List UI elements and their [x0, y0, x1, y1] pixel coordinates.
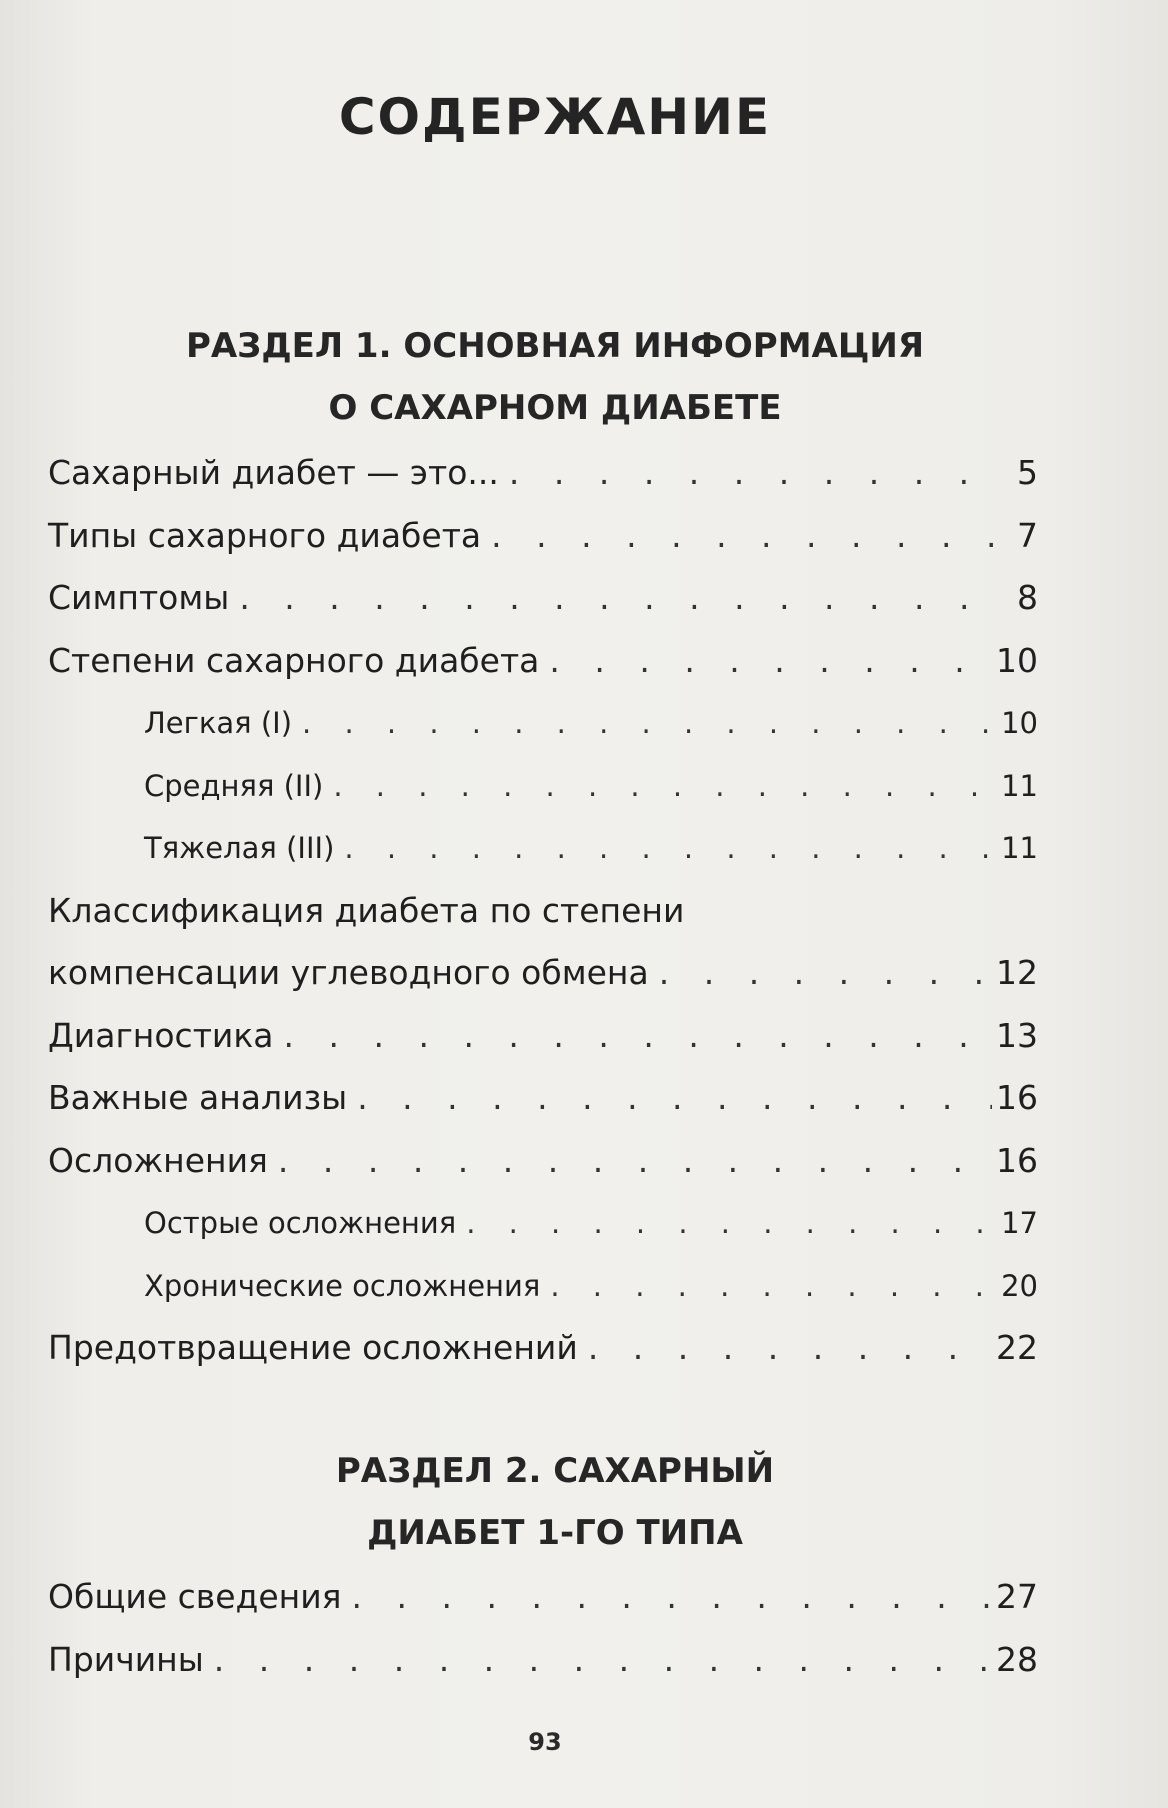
dot-leader [549, 630, 992, 693]
toc-entry-label: Общие сведения [48, 1577, 342, 1616]
toc-subentry [48, 755, 1038, 818]
toc-entry [48, 1067, 1038, 1130]
dot-leader [284, 1005, 992, 1068]
toc-entry-label: Типы сахарного диабета [48, 515, 482, 555]
dot-leader [491, 505, 998, 568]
toc-entry-page: 10 [996, 640, 1038, 680]
toc-entry [48, 942, 1038, 1005]
toc-entry-page: 17 [1001, 1206, 1038, 1240]
toc-entry-label: Легкая (I) [144, 706, 293, 740]
dot-leader [588, 1317, 992, 1380]
toc-entry [48, 1130, 1038, 1193]
dot-leader [550, 1255, 997, 1318]
toc-entry-label-line-1: Классификация диабета по степени [48, 890, 685, 930]
page-title: СОДЕРЖАНИЕ [338, 88, 772, 146]
toc-entry-page: 7 [1017, 515, 1038, 555]
section-1-heading [0, 315, 1110, 439]
section-2-toc [48, 1566, 1038, 1691]
section-2-heading [0, 1440, 1110, 1564]
toc-entry [48, 442, 1038, 505]
toc-entry-label: Степени сахарного диабета [48, 640, 540, 680]
section-1-toc [48, 442, 1038, 1380]
dot-leader [352, 1566, 992, 1629]
dot-leader [278, 1130, 992, 1193]
toc-entry [48, 505, 1038, 568]
toc-entry-label: Хронические осложнения [144, 1268, 541, 1303]
toc-entry [48, 1005, 1038, 1068]
dot-leader [333, 755, 997, 818]
toc-entry-page: 11 [1001, 831, 1038, 865]
page-number: 93 [528, 1728, 562, 1756]
dot-leader [239, 567, 998, 630]
toc-entry [48, 1317, 1038, 1380]
toc-entry-label: Диагностика [48, 1015, 274, 1055]
toc-entry [48, 1566, 1038, 1629]
toc-entry-label: Предотвращение осложнений [48, 1328, 578, 1367]
toc-entry-label: Тяжелая (III) [144, 831, 335, 865]
toc-entry-page: 27 [996, 1577, 1038, 1616]
dot-leader [357, 1067, 992, 1130]
toc-subentry [48, 692, 1038, 755]
toc-entry-label: Средняя (II) [144, 768, 324, 803]
toc-entry-label: Острые осложнения [144, 1206, 457, 1240]
section-2-heading-line-2: ДИАБЕТ 1-ГО ТИПА [367, 1513, 743, 1553]
toc-entry-page: 11 [1001, 768, 1038, 803]
dot-leader [659, 942, 992, 1005]
toc-entry-label: Осложнения [48, 1140, 268, 1180]
dot-leader [509, 442, 998, 505]
dot-leader [214, 1629, 992, 1692]
toc-entry-label: компенсации углеводного обмена [48, 953, 649, 992]
toc-entry-page: 12 [996, 953, 1038, 992]
section-1-heading-line-1: РАЗДЕЛ 1. ОСНОВНАЯ ИНФОРМАЦИЯ [185, 326, 925, 366]
dot-leader [344, 817, 997, 880]
dot-leader [466, 1192, 997, 1255]
toc-entry-label: Важные анализы [48, 1078, 348, 1117]
toc-entry [48, 1629, 1038, 1692]
toc-entry [48, 567, 1038, 630]
dot-leader [302, 692, 997, 755]
section-1-heading-line-2: О САХАРНОМ ДИАБЕТЕ [328, 388, 782, 428]
toc-entry-label: Сахарный диабет — это... [48, 453, 499, 492]
toc-entry-label: Причины [48, 1639, 204, 1679]
toc-entry [48, 630, 1038, 693]
toc-subentry [48, 1192, 1038, 1255]
toc-entry-page: 16 [996, 1078, 1038, 1117]
section-2-heading-line-1: РАЗДЕЛ 2. САХАРНЫЙ [335, 1451, 775, 1491]
toc-entry-page: 13 [996, 1015, 1038, 1055]
toc-entry-page: 10 [1001, 706, 1038, 740]
toc-subentry [48, 1255, 1038, 1318]
toc-entry-page: 16 [996, 1140, 1038, 1180]
toc-entry-page: 20 [1001, 1268, 1038, 1303]
toc-entry-page: 8 [1017, 578, 1038, 617]
toc-subentry [48, 817, 1038, 880]
toc-entry-first-line [48, 880, 1038, 943]
toc-entry-label: Симптомы [48, 578, 230, 617]
toc-entry-page: 28 [996, 1639, 1038, 1679]
toc-entry-page: 5 [1017, 453, 1038, 492]
toc-entry-page: 22 [996, 1328, 1038, 1367]
